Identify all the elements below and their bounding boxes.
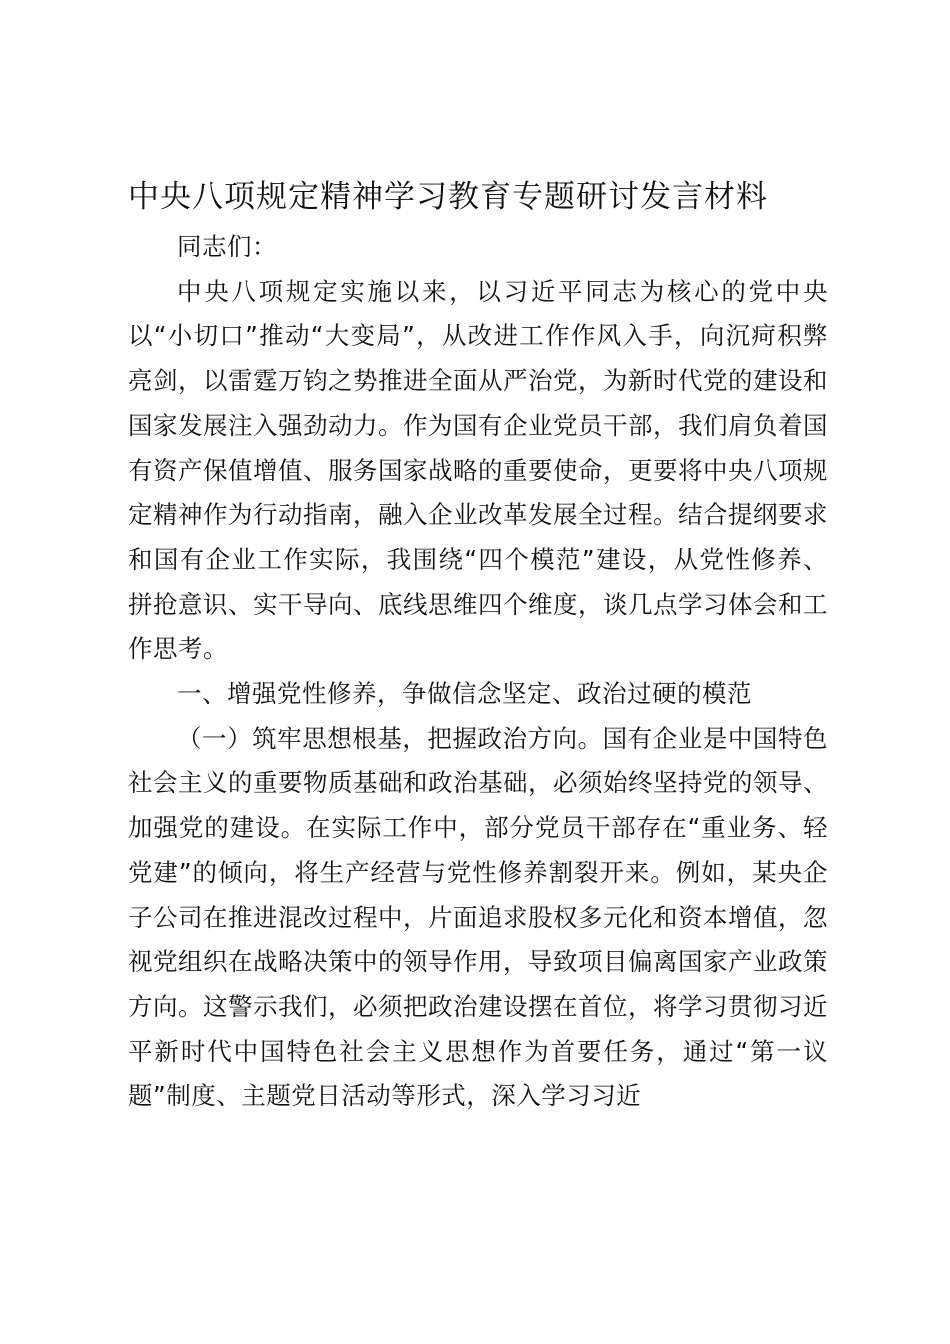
section-heading: 一、增强党性修养，争做信念坚定、政治过硬的模范 — [177, 679, 752, 709]
subsection-paragraph: （一）筑牢思想根基，把握政治方向。国有企业是中国特色社会主义的重要物质基础和政治基础，必须始终坚持党的领导、加强党的建设。在实际工作中，部分党员干部存在“重业务、轻党建”的倾向，将生产经营与党性修养割裂开来。例如，某央企子公司在推进混改过程中，片面追求股权多元化和资本增值，忽视党组织在战略决策中的领导作用，导致项目偏离国家产业政策方向。这警示我们，必须把政治建设摆在首位，将学习贯彻习近平新时代中国特色社会主义思想作为首要任务，通过“第一议题”制度、主题党日活动等形式，深入学习习近 — [128, 723, 828, 1111]
intro-paragraph: 中央八项规定实施以来，以习近平同志为核心的党中央以“小切口”推动“大变局”，从改进工作作风入手，向沉疴积弊亮剑，以雷霆万钧之势推进全面从严治党，为新时代党的建设和国家发展注入强劲动力。作为国有企业党员干部，我们肩负着国有资产保值增值、服务国家战略的重要使命，更要将中央八项规定精神作为行动指南，融入企业改革发展全过程。结合提纲要求和国有企业工作实际，我围绕“四个模范”建设，从党性修养、拼抢意识、实干导向、底线思维四个维度，谈几点学习体会和工作思考。 — [128, 276, 828, 664]
document-body — [128, 225, 828, 1119]
document-title: 中央八项规定精神学习教育专题研讨发言材料 — [128, 179, 768, 215]
salutation-paragraph: 同志们： — [177, 232, 277, 261]
